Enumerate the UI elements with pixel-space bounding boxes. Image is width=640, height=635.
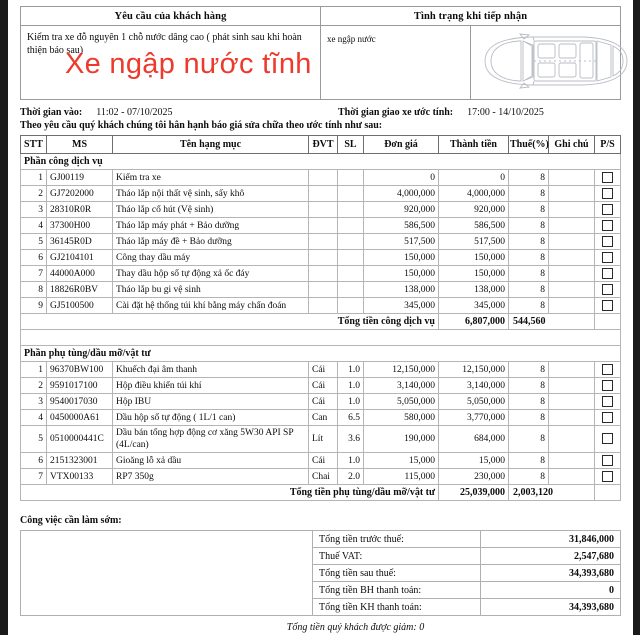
cell-unit_price: 3,140,000 [364, 378, 439, 394]
cell-ms: 36145R0D [47, 234, 113, 250]
cell-tax: 8 [509, 426, 549, 453]
cell-sl [338, 266, 364, 282]
cell-amount: 0 [439, 170, 509, 186]
discount-note: Tổng tiền quý khách được giảm: 0 [286, 622, 425, 633]
customer-request-cell [21, 26, 321, 100]
cell-sl [338, 218, 364, 234]
cell-name: Thay dầu hộp số tự động xả ốc đáy [113, 266, 309, 282]
section-total-tax: 544,560 [509, 314, 595, 330]
cell-tax: 8 [509, 282, 549, 298]
cell-name: Dầu bán tổng hợp động cơ xăng 5W30 API SP (4L/can) [113, 426, 309, 453]
time-in [20, 107, 320, 118]
cell-name: Cài đặt hệ thống túi khí bằng máy chẩn đoán [113, 298, 309, 314]
ps-checkbox-cell[interactable] [595, 469, 621, 485]
col-name: Tên hạng mục [113, 136, 309, 154]
items-header-row [21, 136, 621, 154]
checkbox-icon[interactable] [602, 268, 613, 279]
cell-dvt [309, 186, 338, 202]
cell-dvt: Lít [309, 426, 338, 453]
summary-label: Thuế VAT: [313, 548, 481, 565]
cell-unit_price: 150,000 [364, 250, 439, 266]
table-row [21, 186, 621, 202]
cell-ms: GJ7202000 [47, 186, 113, 202]
ps-checkbox-cell[interactable] [595, 234, 621, 250]
checkbox-icon[interactable] [602, 204, 613, 215]
cell-ms: 0510000441C [47, 426, 113, 453]
cell-amount: 5,050,000 [439, 394, 509, 410]
cell-ms: 2151323001 [47, 453, 113, 469]
customer-request-title: Yêu cầu của khách hàng [21, 7, 321, 26]
cell-dvt: Cái [309, 362, 338, 378]
cell-tax: 8 [509, 453, 549, 469]
section-total-row [21, 485, 621, 501]
checkbox-icon[interactable] [602, 252, 613, 263]
section-total-spacer [595, 485, 621, 501]
cell-name: Gioăng lỗ xả dầu [113, 453, 309, 469]
section-total-label: Tổng tiền phụ tùng/dầu mỡ/vật tư [21, 485, 439, 501]
summary-value: 2,547,680 [481, 548, 621, 565]
cell-tax: 8 [509, 186, 549, 202]
checkbox-icon[interactable] [602, 471, 613, 482]
timeline [20, 107, 621, 118]
cell-ms: 96370BW100 [47, 362, 113, 378]
cell-amount: 586,500 [439, 218, 509, 234]
cell-tax: 8 [509, 218, 549, 234]
cell-stt: 4 [21, 410, 47, 426]
time-in-value: 11:02 - 07/10/2025 [96, 107, 173, 118]
cell-ms: 37300H00 [47, 218, 113, 234]
estimate-document [8, 0, 633, 635]
cell-amount: 150,000 [439, 266, 509, 282]
cell-sl: 2.0 [338, 469, 364, 485]
condition-cell [321, 26, 471, 100]
table-row [21, 266, 621, 282]
cell-amount: 684,000 [439, 426, 509, 453]
cell-note [549, 218, 595, 234]
cell-stt: 7 [21, 266, 47, 282]
cell-name: Dầu hộp số tự động ( 1L/1 can) [113, 410, 309, 426]
ps-checkbox-cell[interactable] [595, 202, 621, 218]
cell-note [549, 362, 595, 378]
cell-tax: 8 [509, 394, 549, 410]
col-unit-price: Đơn giá [364, 136, 439, 154]
cell-ms: VTX00133 [47, 469, 113, 485]
cell-amount: 517,500 [439, 234, 509, 250]
cell-ms: 0450000A61 [47, 410, 113, 426]
ps-checkbox-cell[interactable] [595, 282, 621, 298]
cell-tax: 8 [509, 250, 549, 266]
ps-checkbox-cell[interactable] [595, 378, 621, 394]
cell-amount: 345,000 [439, 298, 509, 314]
summary-label: Tổng tiền trước thuế: [313, 531, 481, 548]
ps-checkbox-cell[interactable] [595, 218, 621, 234]
spacer-row [21, 330, 621, 346]
header-title-row [21, 7, 621, 26]
ps-checkbox-cell[interactable] [595, 170, 621, 186]
table-row [21, 469, 621, 485]
section-total-row [21, 314, 621, 330]
customer-request-text: Kiểm tra xe đỗ nguyên 1 chỗ nước dâng cao ( phát sinh sau khi hoàn thiện báo sau) [27, 32, 302, 56]
col-amount: Thành tiền [439, 136, 509, 154]
table-row [21, 394, 621, 410]
table-row [21, 202, 621, 218]
checkbox-icon[interactable] [602, 433, 613, 444]
cell-unit_price: 920,000 [364, 202, 439, 218]
cell-name: Kiểm tra xe [113, 170, 309, 186]
cell-unit_price: 12,150,000 [364, 362, 439, 378]
cell-note [549, 266, 595, 282]
cell-note [549, 250, 595, 266]
cell-tax: 8 [509, 362, 549, 378]
cell-stt: 2 [21, 186, 47, 202]
cell-amount: 12,150,000 [439, 362, 509, 378]
cell-ms: GJ00119 [47, 170, 113, 186]
cell-amount: 138,000 [439, 282, 509, 298]
cell-name: Tháo lắp cổ hút (Vệ sinh) [113, 202, 309, 218]
time-in-label: Thời gian vào: [20, 107, 83, 118]
cell-unit_price: 345,000 [364, 298, 439, 314]
cell-stt: 3 [21, 202, 47, 218]
cell-amount: 150,000 [439, 250, 509, 266]
ps-checkbox-cell[interactable] [595, 410, 621, 426]
cell-note [549, 453, 595, 469]
checkbox-icon[interactable] [602, 455, 613, 466]
cell-amount: 4,000,000 [439, 186, 509, 202]
table-row [21, 170, 621, 186]
cell-unit_price: 5,050,000 [364, 394, 439, 410]
cell-note [549, 234, 595, 250]
cell-unit_price: 15,000 [364, 453, 439, 469]
urgent-work-area[interactable] [21, 531, 313, 616]
cell-name: Tháo lắp nội thất vệ sinh, sấy khô [113, 186, 309, 202]
cell-tax: 8 [509, 469, 549, 485]
checkbox-icon[interactable] [602, 284, 613, 295]
ps-checkbox-cell[interactable] [595, 362, 621, 378]
checkbox-icon[interactable] [602, 220, 613, 231]
cell-ms: 9540017030 [47, 394, 113, 410]
cell-tax: 8 [509, 298, 549, 314]
section-title-row [21, 154, 621, 170]
cell-sl [338, 186, 364, 202]
ps-checkbox-cell[interactable] [595, 298, 621, 314]
cell-note [549, 186, 595, 202]
cell-unit_price: 4,000,000 [364, 186, 439, 202]
cell-amount: 230,000 [439, 469, 509, 485]
cell-tax: 8 [509, 170, 549, 186]
col-tax: Thuế(%) [509, 136, 549, 154]
cell-amount: 920,000 [439, 202, 509, 218]
ps-checkbox-cell[interactable] [595, 250, 621, 266]
cell-note [549, 202, 595, 218]
cell-dvt [309, 218, 338, 234]
cell-sl: 1.0 [338, 362, 364, 378]
table-row [21, 410, 621, 426]
col-stt: STT [21, 136, 47, 154]
cell-name: Công thay dầu máy [113, 250, 309, 266]
items-table [20, 135, 621, 501]
cell-tax: 8 [509, 410, 549, 426]
col-sl: SL [338, 136, 364, 154]
cell-unit_price: 586,500 [364, 218, 439, 234]
table-row [21, 282, 621, 298]
summary-table [20, 530, 621, 616]
cell-tax: 8 [509, 234, 549, 250]
header-body-row [21, 26, 621, 100]
cell-tax: 8 [509, 378, 549, 394]
items-body [21, 154, 621, 501]
table-row [21, 234, 621, 250]
checkbox-icon[interactable] [602, 396, 613, 407]
cell-stt: 2 [21, 378, 47, 394]
table-row [21, 362, 621, 378]
section-total-spacer [595, 314, 621, 330]
checkbox-icon[interactable] [602, 412, 613, 423]
spacer-cell [21, 330, 621, 346]
checkbox-icon[interactable] [602, 188, 613, 199]
cell-stt: 6 [21, 453, 47, 469]
cell-dvt: Cái [309, 378, 338, 394]
cell-unit_price: 517,500 [364, 234, 439, 250]
cell-unit_price: 0 [364, 170, 439, 186]
cell-tax: 8 [509, 266, 549, 282]
watermark-text: Xe ngập nước tĩnh [65, 48, 312, 80]
cell-stt: 7 [21, 469, 47, 485]
cell-unit_price: 580,000 [364, 410, 439, 426]
cell-ms: GJ2104101 [47, 250, 113, 266]
cell-dvt [309, 282, 338, 298]
cell-ms: 28310R0R [47, 202, 113, 218]
summary-label: Tổng tiền sau thuế: [313, 565, 481, 582]
cell-stt: 4 [21, 218, 47, 234]
table-row [21, 453, 621, 469]
cell-name: Tháo lắp bu gi vệ sinh [113, 282, 309, 298]
summary-value: 34,393,680 [481, 565, 621, 582]
time-out-label: Thời gian giao xe ước tính: [338, 107, 454, 118]
checkbox-icon[interactable] [602, 300, 613, 311]
cell-dvt [309, 250, 338, 266]
cell-name: Khuếch đại âm thanh [113, 362, 309, 378]
cell-stt: 1 [21, 362, 47, 378]
cell-ms: 9591017100 [47, 378, 113, 394]
cell-dvt: Can [309, 410, 338, 426]
cell-stt: 5 [21, 234, 47, 250]
summary-body [21, 531, 621, 616]
cell-unit_price: 190,000 [364, 426, 439, 453]
ps-checkbox-cell[interactable] [595, 186, 621, 202]
table-row [21, 426, 621, 453]
checkbox-icon[interactable] [602, 236, 613, 247]
cell-stt: 8 [21, 282, 47, 298]
col-note: Ghi chú [549, 136, 595, 154]
summary-value: 31,846,000 [481, 531, 621, 548]
car-top-view-diagram [471, 26, 620, 97]
summary-label: Tổng tiền KH thanh toán: [313, 599, 481, 616]
section-total-amount: 6,807,000 [439, 314, 509, 330]
urgent-work-label: Công việc cần làm sớm: [20, 515, 122, 526]
summary-label: Tổng tiền BH thanh toán: [313, 582, 481, 599]
time-out [320, 107, 621, 118]
cell-stt: 5 [21, 426, 47, 453]
cell-note [549, 170, 595, 186]
col-ms: MS [47, 136, 113, 154]
cell-sl: 3.6 [338, 426, 364, 453]
cell-sl [338, 298, 364, 314]
section-title: Phần công dịch vụ [21, 154, 621, 170]
checkbox-icon[interactable] [602, 172, 613, 183]
cell-dvt: Chai [309, 469, 338, 485]
cell-sl: 1.0 [338, 394, 364, 410]
cell-dvt [309, 266, 338, 282]
cell-dvt [309, 234, 338, 250]
cell-sl [338, 234, 364, 250]
car-top-view-icon [471, 30, 633, 92]
cell-unit_price: 115,000 [364, 469, 439, 485]
summary-row [21, 531, 621, 548]
cell-name: Tháo lắp máy phát + Bảo dưỡng [113, 218, 309, 234]
condition-title: Tình trạng khi tiếp nhận [321, 7, 621, 26]
header-table [20, 6, 621, 100]
cell-amount: 15,000 [439, 453, 509, 469]
table-row [21, 298, 621, 314]
cell-sl: 1.0 [338, 453, 364, 469]
ps-checkbox-cell[interactable] [595, 426, 621, 453]
section-title-row [21, 346, 621, 362]
col-dvt: ĐVT [309, 136, 338, 154]
section-total-tax: 2,003,120 [509, 485, 595, 501]
cell-name: Tháo lắp máy đề + Bảo dưỡng [113, 234, 309, 250]
cell-sl [338, 202, 364, 218]
cell-note [549, 426, 595, 453]
cell-name: Hộp điều khiển túi khí [113, 378, 309, 394]
cell-note [549, 282, 595, 298]
summary-value: 34,393,680 [481, 599, 621, 616]
cell-ms: GJ5100500 [47, 298, 113, 314]
ps-checkbox-cell[interactable] [595, 266, 621, 282]
car-diagram-cell [471, 26, 621, 100]
summary-value: 0 [481, 582, 621, 599]
cell-amount: 3,770,000 [439, 410, 509, 426]
cell-sl: 6.5 [338, 410, 364, 426]
cell-dvt [309, 202, 338, 218]
cell-tax: 8 [509, 202, 549, 218]
table-row [21, 218, 621, 234]
cell-stt: 9 [21, 298, 47, 314]
cell-sl [338, 170, 364, 186]
cell-sl [338, 282, 364, 298]
cell-note [549, 410, 595, 426]
cell-name: Hộp IBU [113, 394, 309, 410]
ps-checkbox-cell[interactable] [595, 453, 621, 469]
cell-stt: 1 [21, 170, 47, 186]
cell-stt: 3 [21, 394, 47, 410]
cell-dvt [309, 298, 338, 314]
cell-ms: 44000A000 [47, 266, 113, 282]
section-total-amount: 25,039,000 [439, 485, 509, 501]
cell-dvt: Cái [309, 394, 338, 410]
cell-sl [338, 250, 364, 266]
cell-stt: 6 [21, 250, 47, 266]
cell-note [549, 298, 595, 314]
cell-ms: 18826R0BV [47, 282, 113, 298]
col-ps: P/S [595, 136, 621, 154]
cell-dvt [309, 170, 338, 186]
cell-unit_price: 138,000 [364, 282, 439, 298]
table-row [21, 250, 621, 266]
cell-unit_price: 150,000 [364, 266, 439, 282]
time-out-value: 17:00 - 14/10/2025 [467, 107, 544, 118]
cell-name: RP7 350g [113, 469, 309, 485]
cell-sl: 1.0 [338, 378, 364, 394]
section-title: Phần phụ tùng/dầu mỡ/vật tư [21, 346, 621, 362]
section-total-label: Tổng tiền công dịch vụ [21, 314, 439, 330]
checkbox-icon[interactable] [602, 364, 613, 375]
cell-note [549, 469, 595, 485]
cell-note [549, 394, 595, 410]
intro-text: Theo yêu cầu quý khách chúng tôi hân hạnh báo giá sửa chữa theo ước tính như sau: [20, 120, 383, 131]
table-row [21, 378, 621, 394]
cell-amount: 3,140,000 [439, 378, 509, 394]
checkbox-icon[interactable] [602, 380, 613, 391]
cell-note [549, 378, 595, 394]
ps-checkbox-cell[interactable] [595, 394, 621, 410]
cell-dvt: Cái [309, 453, 338, 469]
condition-text: xe ngập nước [327, 34, 376, 44]
